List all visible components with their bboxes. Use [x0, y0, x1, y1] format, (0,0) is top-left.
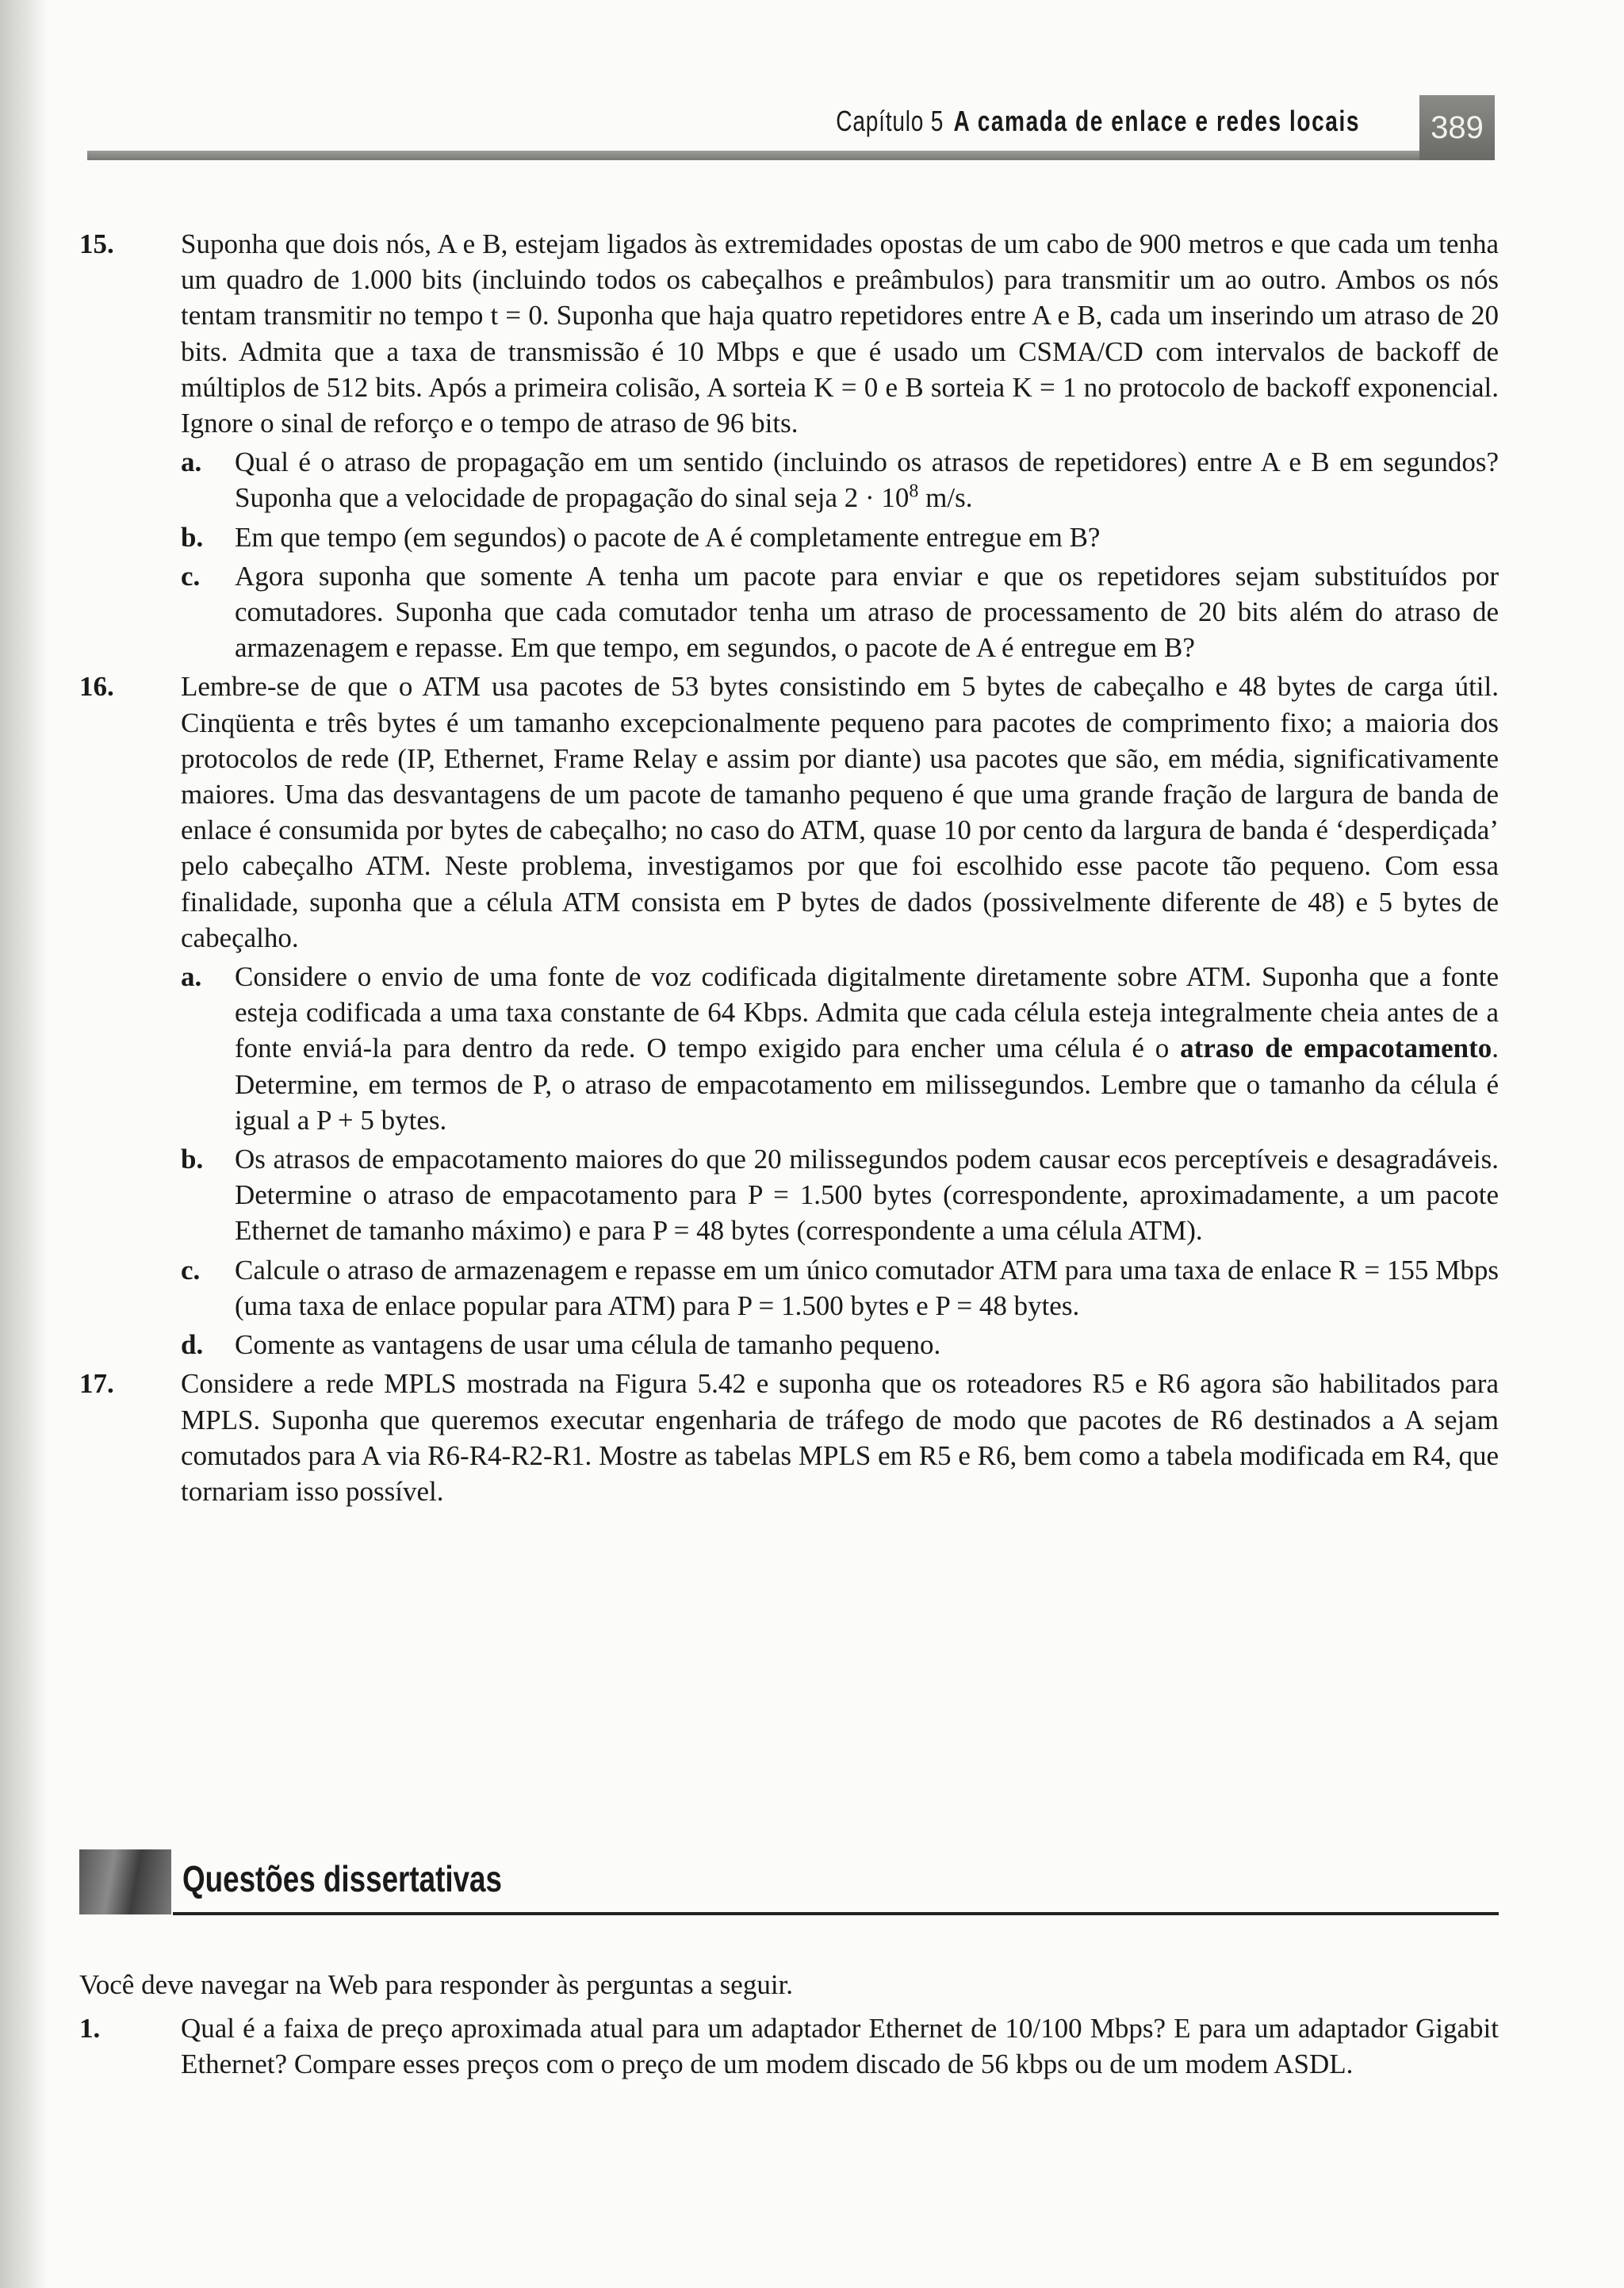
header-rule — [87, 151, 1419, 160]
page-binding-shadow — [0, 0, 48, 2288]
exponent: 8 — [909, 481, 919, 502]
part-label: b. — [181, 521, 204, 553]
section-header — [79, 1840, 1499, 1919]
problem-16 — [79, 669, 1499, 1362]
part-text-tail: . Determine, em termos de P, o atraso de empacotamento em milissegundos. Lembre que o tamanho da célula é igual a P + 5 bytes. — [235, 1033, 1500, 1136]
part-label: b. — [181, 1144, 204, 1175]
part-text: Calcule o atraso de armazenagem e repasse em um único comutador ATM para uma taxa de enlace R = 155 Mbps (uma taxa de enlace popular para ATM) para P = 1.500 bytes e P = 48 bytes. — [235, 1254, 1499, 1321]
problem-part — [181, 959, 1499, 1138]
problem-part — [181, 558, 1499, 666]
part-text: Os atrasos de empacotamento maiores do que 20 milissegundos podem causar ecos perceptíveis e desagradáveis. Determine o atraso de empacotamento para P = 1.500 bytes (correspondente, aproximadamente, a um pacote Ethernet de tamanho máximo) e para P = 48 bytes (correspondente a uma célula ATM). — [235, 1144, 1499, 1247]
part-text-main: Considere o envio de uma fonte de voz codificada digitalmente diretamente sobre ATM. Suponha que a fonte esteja codificada a uma taxa constante de 64 Kbps. Admita que cada célula esteja integralmente cheia antes de a fonte enviá-la para dentro da rede. O tempo exigido para encher uma célula é o — [235, 961, 1499, 1064]
problem-part — [181, 519, 1499, 555]
running-head-chapter: Capítulo 5 — [836, 105, 944, 137]
problem-number: 16. — [79, 671, 114, 703]
problem-15 — [79, 226, 1499, 665]
problem-text: Lembre-se de que o ATM usa pacotes de 53 bytes consistindo em 5 bytes de cabeçalho e 48 bytes de carga útil. Cinqüenta e três bytes é um tamanho excepcionalmente pequeno para pacotes de comprimento fixo; a maioria dos protocolos de rede (IP, Ethernet, Frame Relay e assim por diante) usa pacotes que são, em média, significativamente maiores. Uma das desvantagens de um pacote de tamanho pequeno é que uma grande fração de largura de banda de enlace é consumida por bytes de cabeçalho; no caso do ATM, quase 10 por cento da largura de banda é ‘desperdiçada’ pelo cabeçalho ATM. Neste problema, investigamos por que foi escolhido esse pacote tão pequeno. Com essa finalidade, suponha que a célula ATM consista em P bytes de dados (possivelmente diferente de 48) e 5 bytes de cabeçalho. — [181, 671, 1499, 953]
section-intro: Você deve navegar na Web para responder às perguntas a seguir. — [79, 1969, 794, 2000]
problem-part — [181, 1327, 1499, 1362]
problem-part — [181, 1252, 1499, 1324]
essay-question — [79, 2010, 1499, 2082]
question-number: 1. — [79, 2013, 101, 2045]
essay-questions — [79, 1967, 1499, 2083]
section-title: Questões dissertativas — [182, 1858, 502, 1899]
part-label: c. — [181, 1254, 201, 1286]
part-label: c. — [181, 560, 201, 592]
problems-list — [79, 226, 1499, 1509]
problem-text: Suponha que dois nós, A e B, estejam ligados às extremidades opostas de um cabo de 900 metros e que cada um tenha um quadro de 1.000 bits (incluindo todos os cabeçalhos e preâmbulos) para transmitir um ao outro. Ambos os nós tentam transmitir no tempo t = 0. Suponha que haja quatro repetidores entre A e B, cada um inserindo um atraso de 20 bits. Admita que a taxa de transmissão é 10 Mbps e que é usado um CSMA/CD com intervalos de backoff de múltiplos de 512 bits. Após a primeira colisão, A sorteia K = 0 e B sorteia K = 1 no protocolo de backoff exponencial. Ignore o sinal de reforço e o tempo de atraso de 96 bits. — [181, 228, 1499, 439]
part-text: Em que tempo (em segundos) o pacote de A é completamente entregue em B? — [235, 521, 1101, 553]
page-number: 389 — [1419, 95, 1495, 160]
part-text — [235, 444, 1499, 515]
problem-text: Considere a rede MPLS mostrada na Figura 5.42 e suponha que os roteadores R5 e R6 agora são habilitados para MPLS. Suponha que queremos executar engenharia de tráfego de modo que pacotes de R6 destinados a A sejam comutados para A via R6-R4-R2-R1. Mostre as tabelas MPLS em R5 e R6, bem como a tabela modificada em R4, que tornariam isso possível. — [181, 1368, 1499, 1507]
part-text-tail: m/s. — [918, 482, 973, 514]
problem-number: 15. — [79, 228, 114, 259]
question-text: Qual é a faixa de preço aproximada atual para um adaptador Ethernet de 10/100 Mbps? E para um adaptador Gigabit Ethernet? Compare esses preços com o preço de um modem discado de 56 kbps ou de um modem ASDL. — [181, 2013, 1499, 2080]
problem-17 — [79, 1366, 1499, 1509]
part-text: Agora suponha que somente A tenha um pacote para enviar e que os repetidores sejam substituídos por comutadores. Suponha que cada comutador tenha um atraso de processamento de 20 bits além do atraso de armazenagem e repasse. Em que tempo, em segundos, o pacote de A é entregue em B? — [235, 560, 1499, 664]
bold-term: atraso de empacotamento — [1180, 1033, 1492, 1064]
running-head-title: A camada de enlace e redes locais — [953, 105, 1360, 137]
part-label: a. — [181, 446, 202, 478]
part-label: d. — [181, 1329, 204, 1361]
part-text-main: Qual é o atraso de propagação em um sentido (incluindo os atrasos de repetidores) entre A e B em segundos? Suponha que a velocidade de propagação do sinal seja 2 · 10 — [235, 446, 1499, 514]
part-text: Comente as vantagens de usar uma célula de tamanho pequeno. — [235, 1329, 941, 1361]
part-label: a. — [181, 961, 202, 993]
problem-part — [181, 1141, 1499, 1249]
section-photo-icon — [79, 1849, 171, 1914]
section-rule — [173, 1912, 1499, 1915]
running-head — [0, 95, 1499, 159]
problem-number: 17. — [79, 1368, 114, 1400]
problem-part — [181, 444, 1499, 515]
part-text — [235, 959, 1499, 1138]
